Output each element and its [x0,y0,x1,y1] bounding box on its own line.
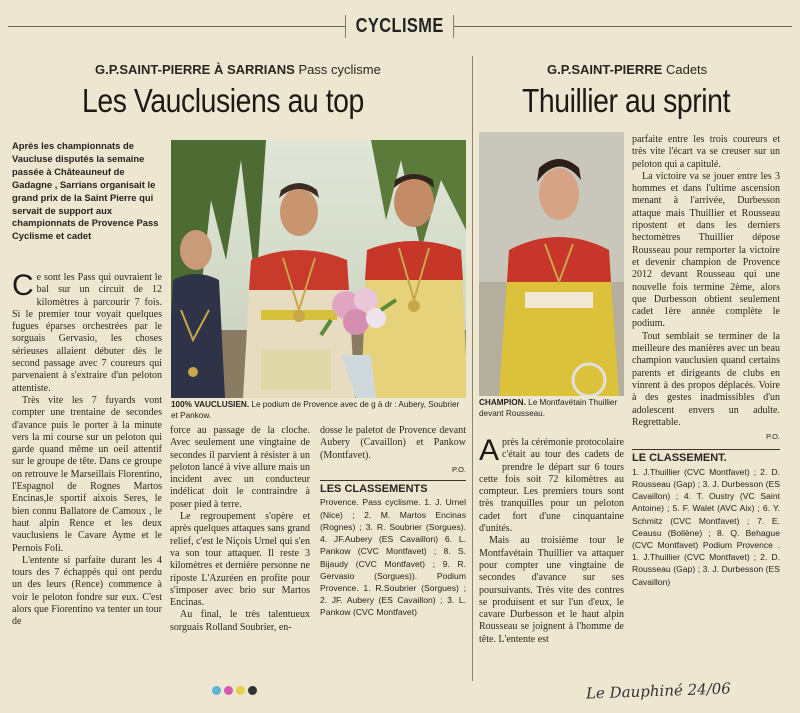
column-divider [472,56,473,681]
print-mark-cyan [212,686,221,695]
right-kicker [547,62,707,77]
right-kicker-bold: G.P.SAINT-PIERRE [547,62,663,77]
right-dropcap: A [479,434,500,467]
left-col3-paragraph-1: dosse le paletot de Provence devant Aubery (Cavaillon) et Pankow (Montfavet). [320,425,466,461]
right-col2-paragraph-3: Tout semblait se terminer de la meilleure des manières avec un beau champion vauclusien quand certains parents et dirigeants de clubs en vinrent à des propos déplacés. Voire à des gestes inadmissibles d'un adolescent envers un adulte. Regrettable. [632,330,780,428]
left-classement-list: Provence. Pass cyclisme. 1. J. Urnel (Nice) ; 2. M. Martos Encinas (Rognes) ; 3. R. Soubrier (Sorgues). 4. JF.Aubery (ES Cavaillon) 6. L. Pankow (CVC Montfavet) ; 8. S. Bijaudy (CVC Montfavet) ; 9. R. Gervasio (Sorgues)). Podium Provence. 1. R.Soubrier (Sorgues) ; 2. JF. Aubery (ES Cavaillon) ; 3. L. Pankow (CVC Montfavet) [320,497,466,618]
champion-caption [479,398,624,419]
champion-photo [479,132,624,396]
left-kicker [95,62,381,77]
podium-photo [171,140,466,398]
section-rubric [0,6,800,46]
podium-caption-text: Le podium de Provence avec de g à dr : Aubery, Soubrier et Pankow. [171,400,460,420]
right-article-column-2 [632,134,780,588]
left-col2-paragraph-3: Au final, le très talentueux sorguais Rolland Soubrier, en- [170,609,310,633]
left-kicker-light: Pass cyclisme [298,62,381,77]
right-col1-p1-text: près la cérémonie protocolaire c'était au tour des cadets de prendre le départ sur 6 tours cette fois soit 72 kilomètres au compteur. Les premiers tours sont très tranquilles pour un peloton cadet fort d'une cinquantaine d'unités. [479,437,624,535]
right-article-column-1 [479,434,624,646]
rubric-label: CYCLISME [345,15,454,38]
left-signature: P.O. [451,464,466,474]
left-col1-p1-text: e sont les Pass qui ouvraient le bal sur un circuit de 12 kilomètres à parcourir 7 fois. Si le premier tour voyait quelques fugues éparses orchestrées par le sorguais Gervasio, les choses sérieuses allaient débuter dès le second passage avec 7 coureurs qui parvenaient à s'extraire d'un peloton attentiste. [12,272,162,394]
right-col2-paragraph-2: La victoire va se jouer entre les 3 hommes et dans l'ultime ascension menant à l'arrivée, Durbesson attaque mais Thuillier et Rousseau ripostent et dans les derniers hectomètres Thuillier dépose Rousseau pour remporter la victoire et devenir champion de Provence 2012 devant Rousseau qui une nouvelle fois termine 2ème, alors que Durbesson obtient seulement cadet 1ère année complète le podium. [632,170,780,330]
left-dropcap: C [12,269,34,302]
left-col1-paragraph-1 [12,269,162,395]
left-col1-paragraph-3: L'entente si parfaite durant les 4 tours des 7 échappés qui ont perdu un des leurs (Rence) commence à voir le peloton fondre sur eux. C'est alors que Fiorentino va tenter un tour de [12,554,162,628]
podium-caption-bold: 100% VAUCLUSIEN. [171,400,250,409]
left-kicker-bold: G.P.SAINT-PIERRE À SARRIANS [95,62,295,77]
right-kicker-light: Cadets [665,62,708,77]
right-classement-list: 1. J.Thuillier (CVC Montfavet) ; 2. D. Rousseau (Gap) ; 3. J. Durbesson (ES Cavaillon) ; 4. T. Oustry (VC Saint Antoine) ; 5. F. Walet (AVC Aix) ; 6. Y. Schmitz (CVC Montfavet) ; 7. E. Ceausu (Bollène) ; 8. Q. Behague (CVC Montfavet) Podium Provence . 1. J.Thuillier (CVC Montfavet) ; 2. D. Rousseau (Gap) ; 3. J. Durbesson (ES Cavaillon) [632,466,780,587]
print-mark-black [248,686,257,695]
left-headline: Les Vauclusiens au top [82,82,364,119]
right-classement-title: LE CLASSEMENT. [632,449,780,464]
right-signature: P.O. [765,432,780,442]
print-mark-yellow [236,686,245,695]
print-mark-magenta [224,686,233,695]
left-article-column-3 [320,425,466,619]
right-headline: Thuillier au sprint [522,82,730,119]
source-stamp: Le Dauphiné 24/06 [585,679,732,703]
left-col1-paragraph-2: Très vite les 7 fuyards vont compter une trentaine de secondes d'avance puis le porter à la minute vers la mi course sur un peloton qui garde quand même un oeil attentif sur le groupe de tête. Dans ce groupe on retrouve le Marseillais Florentino, l'Espagnol de Rognes Martos Encinas,le sportif aixois Seres, le bien connu Ballatore de Camoux , le haut alpin Rence et les deux vauclusiens le Cavare Ayme et le Pernois Foli. [12,394,162,554]
left-classement-title: LES CLASSEMENTS [320,480,466,495]
left-col2-paragraph-2: Le regroupement s'opère et après quelques attaques sans grand relief, c'est le Niçois Urnel qui s'en va son tour attaquer. Il reste 3 kilomètres et dernière personne ne riposte L'Azuréen en profite pour s'imposer avec brio sur Martos Encinas. [170,511,310,609]
right-col1-paragraph-1 [479,434,624,535]
left-col2-paragraph-1: force au passage de la cloche. Avec seulement une vingtaine de secondes il parvient à résister à un peloton lancé à vive allure mais un incident avec un conducteur indélicat doit le contraindre à poser pied à terre. [170,425,310,510]
champion-caption-text: Le Montfavétain Thuillier devant Rousseau. [479,398,618,418]
left-article-column-2 [170,425,310,634]
left-chapo: Après les championnats de Vaucluse disputés la semaine passée à Châteauneuf de Gadagne , Sarrians organisait le grand prix de la Saint Pierre qui servait de support aux championnats de Provence Pass Cyclisme et cadet [12,140,159,242]
podium-caption [171,400,466,421]
left-article-column-1 [12,269,162,629]
right-col1-paragraph-2: Mais au troisième tour le Montfavétain Thuillier va attaquer pour compter une vingtaine de secondes d'avance sur ses poursuivants. Très vite des contres se produisent et sur l'un d'eux, le cavare Durbesson et le haut alpin Rousseau se joignent à l'homme de tête. L'entente est [479,535,624,645]
print-registration-marks [212,686,257,695]
champion-caption-bold: CHAMPION. [479,398,526,407]
right-col2-paragraph-1: parfaite entre les trois coureurs et très vite l'écart va se creuser sur un peloton qui a capitulé. [632,134,780,170]
